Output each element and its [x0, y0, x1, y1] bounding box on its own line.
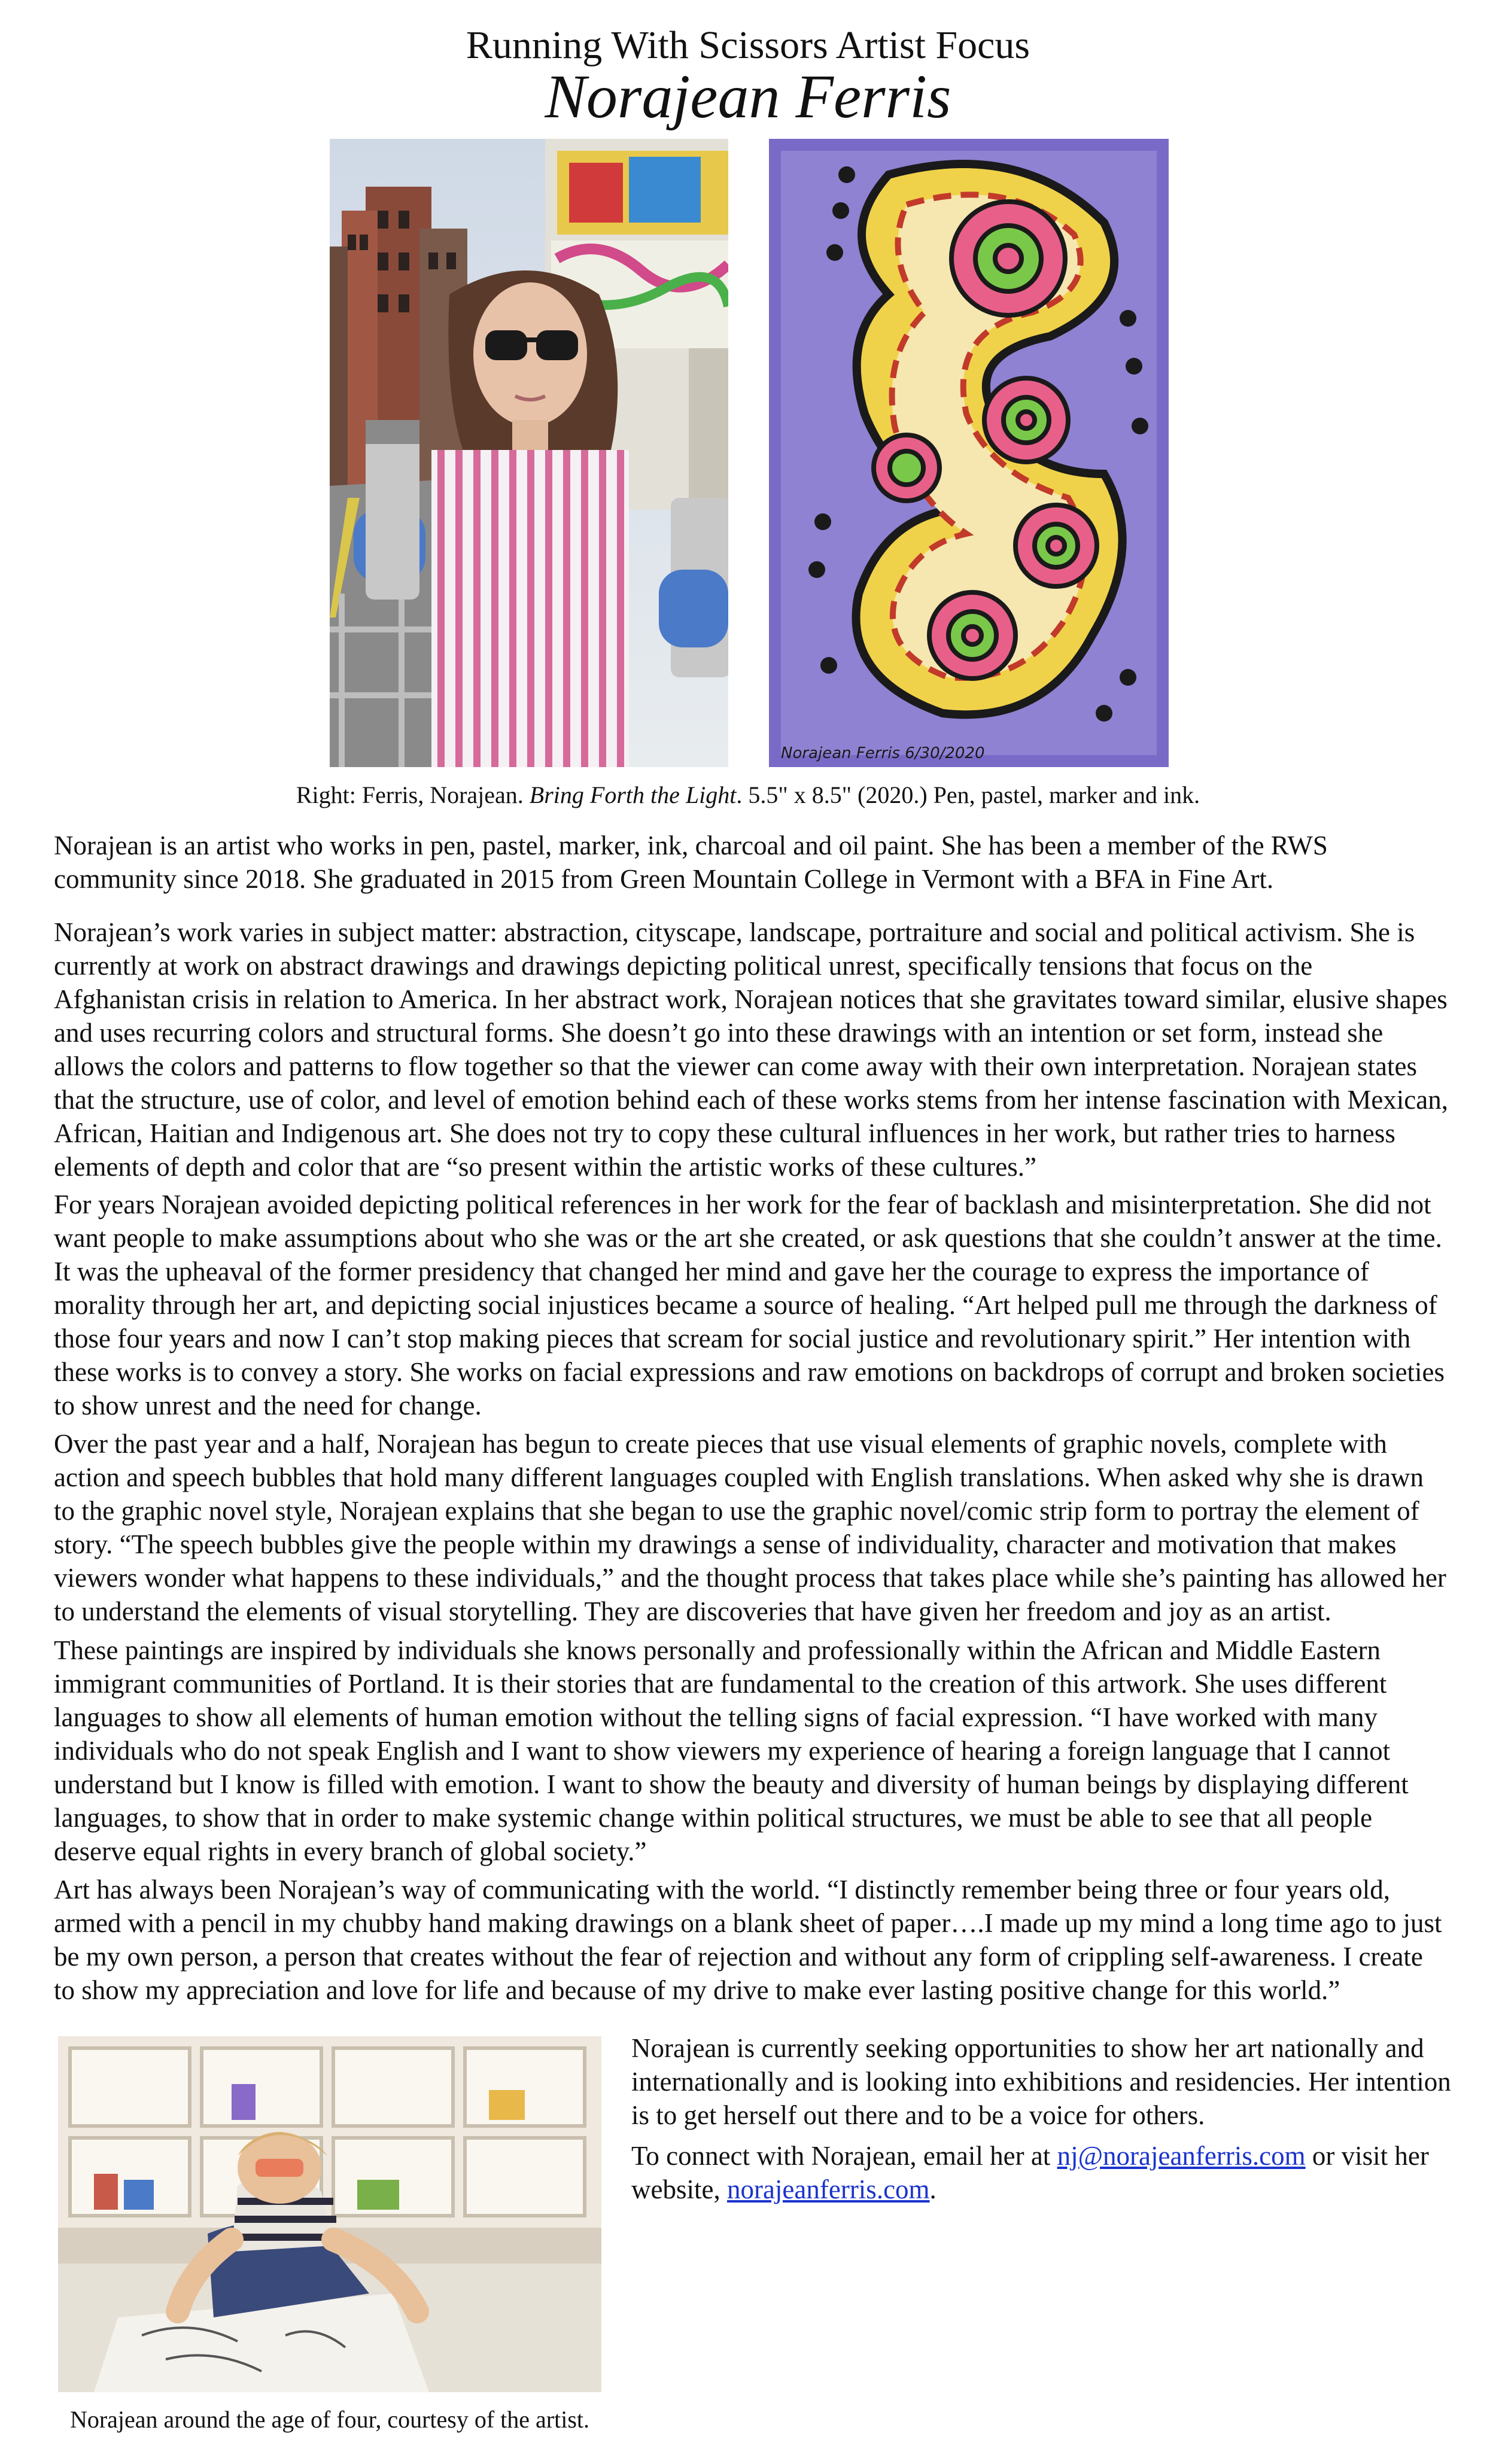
paragraph-subject-matter: Norajean’s work varies in subject matter: abstraction, cityscape, landscape, portraiture and social and political activism. She is currently at work on abstract drawings and drawings depicting political unrest, specifically tensions that focus on the Afghanistan crisis in relation to America. In her abstract work, Norajean notices that she gravitates toward similar, elusive shapes and uses recurring colors and structural forms. She doesn’t go into these drawings with an intention or set form, instead she allows the colors and patterns to flow together so that the viewer can come away with their own interpretation. Norajean states that the structure, use of color, and level of emotion behind each of these works stems from her intense fascination with Mexican, African, Haitian and Indigenous art. She does not try to copy these cultural influences in her work, but rather tries to harness elements of depth and color that are “so present within the artistic works of these cultures.”: [54, 917, 1449, 1182]
artwork-caption: Right: Ferris, Norajean. Bring Forth the Light. 5.5" x 8.5" (2020.) Pen, pastel, marker and ink.: [296, 781, 1200, 808]
paragraph-graphic-novels: Over the past year and a half, Norajean has begun to create pieces that use visual elements of graphic novels, complete with action and speech bubbles that hold many different languages coupled with English translations. When asked why she is drawn to the graphic novel style, Norajean explains that she began to use the graphic novel/comic strip form to portray the element of story. “The speech bubbles give the people within my drawings a sense of individuality, character and motivation that makes viewers wonder what happens to these individuals,” and the thought process that takes place while she’s painting has allowed her to understand the elements of visual storytelling. They are discoveries that have given her freedom and joy as an artist.: [54, 1429, 1446, 1626]
series-title: Running With Scissors Artist Focus: [466, 23, 1030, 67]
paragraph-inspiration: These paintings are inspired by individuals she knows personally and professionally within the African and Middle Eastern immigrant communities of Portland. It is their stories that are fundamental to the creation of this artwork. She uses different languages to show all elements of human emotion without the telling signs of facial expression. “I have worked with many individuals who do not speak English and I want to show viewers my experience of hearing a foreign language that I cannot understand but I know is filled with emotion. I want to show the beauty and diversity of human beings by displaying different languages, to show that in order to make systemic change within political structures, we must be able to see that all people deserve equal rights in every branch of global society.”: [54, 1635, 1409, 1866]
artist-portrait-photo: [330, 139, 728, 767]
email-link[interactable]: nj@norajeanferris.com: [1057, 2141, 1306, 2171]
artist-name-title: Norajean Ferris: [545, 62, 951, 131]
paragraph-seeking-opportunities: Norajean is currently seeking opportunities to show her art nationally and internationally and is looking into exhibitions and residencies. Her intention is to get herself out there and to be a voice for others.: [631, 2033, 1451, 2130]
paragraph-communication: Art has always been Norajean’s way of communicating with the world. “I distinctly remember being three or four years old, armed with a pencil in my chubby hand making drawings on a blank sheet of paper….I made up my mind a long time ago to just be my own person, a person that creates without the fear of rejection and without any form of crippling self-awareness. I create to show my appreciation and love for life and because of my drive to make ever lasting positive change for this world.”: [54, 1875, 1442, 2005]
artwork-bring-forth-the-light: [769, 139, 1169, 767]
childhood-photo-caption: Norajean around the age of four, courtesy of the artist.: [69, 2406, 590, 2433]
paragraph-political-work: For years Norajean avoided depicting political references in her work for the fear of backlash and misinterpretation. She did not want people to make assumptions about who she was or the art she created, or ask questions that she couldn’t answer at the time. It was the upheaval of the former presidency that changed her mind and gave her the courage to express the importance of morality through her art, and depicting social injustices became a source of healing. “Art helped pull me through the darkness of those four years and now I can’t stop making pieces that scream for social justice and revolutionary spirit.” Her intention with these works is to convey a story. She works on facial expressions and raw emotions on backdrops of corrupt and broken societies to show unrest and the need for change.: [54, 1190, 1445, 1420]
website-link[interactable]: norajeanferris.com: [726, 2174, 930, 2204]
artist-childhood-photo: [58, 2036, 601, 2392]
artwork-signature: Norajean Ferris 6/30/2020: [781, 744, 985, 762]
paragraph-intro: Norajean is an artist who works in pen, pastel, marker, ink, charcoal and oil paint. She has been a member of the RWS community since 2018. She graduated in 2015 from Green Mountain College in Vermont with a BFA in Fine Art.: [54, 831, 1328, 894]
paragraph-contact: To connect with Norajean, email her at nj@norajeanferris.com or visit her website, norajeanferris.com.: [631, 2141, 1429, 2204]
